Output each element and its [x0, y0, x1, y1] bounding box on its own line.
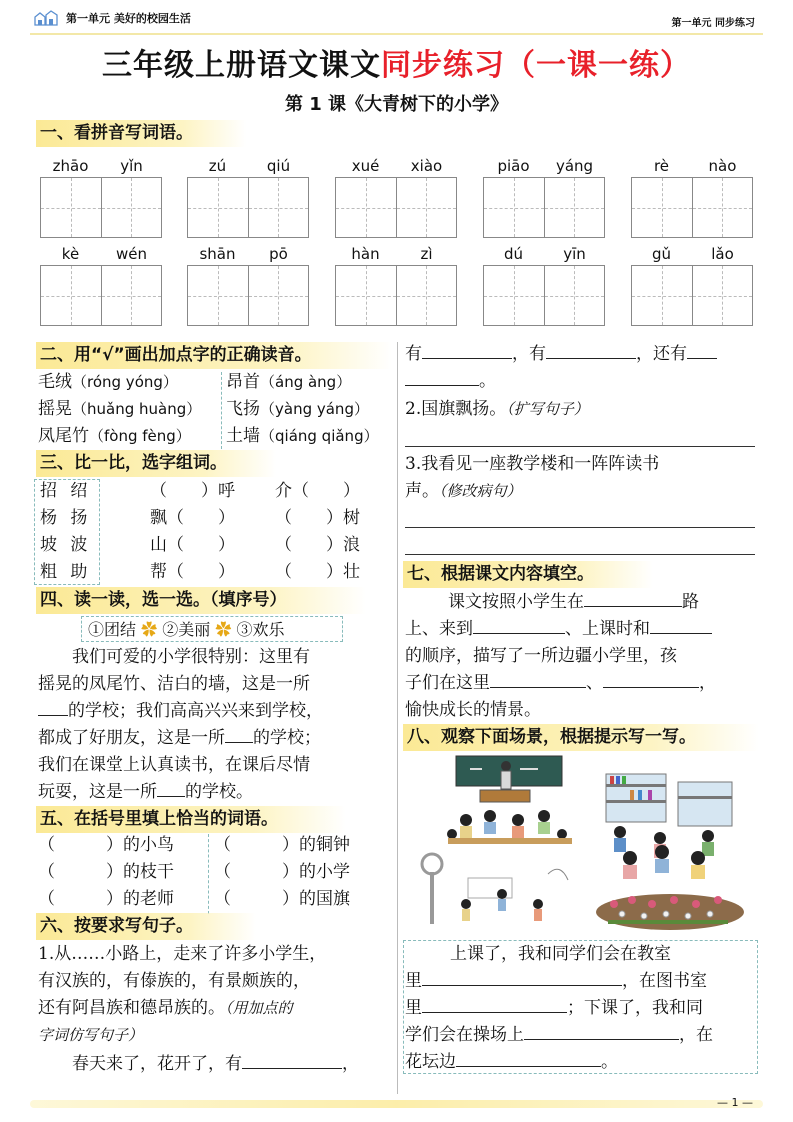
lesson-subtitle: 第 1 课《大青树下的小学》 [284, 94, 509, 115]
character-writing-box[interactable] [188, 266, 248, 325]
sec3-row4-a: 帮（ ） [150, 562, 235, 582]
pinyin-syllable: zú [208, 157, 227, 175]
school-logo-icon [34, 10, 58, 26]
blank[interactable] [422, 995, 567, 1013]
sec2-left-1: 毛绒（róng yóng） [38, 372, 178, 392]
character-writing-box[interactable] [41, 266, 101, 325]
sec4-line-5: 我们在课堂上认真读书，在课后尽情 [38, 755, 310, 775]
pinyin-syllable: zì [420, 245, 433, 263]
school-scenes-illustration [408, 754, 758, 936]
blank[interactable] [687, 341, 717, 359]
blank[interactable] [422, 341, 512, 359]
character-writing-box[interactable] [396, 178, 457, 237]
sec3-row3-a: 山（ ） [150, 535, 235, 555]
page-title [0, 40, 793, 84]
pinyin-syllable: rè [653, 157, 670, 175]
character-writing-box[interactable] [101, 266, 162, 325]
sec6-q1-answer: 春天来了，花开了，有 ， [72, 1051, 359, 1078]
character-writing-box[interactable] [484, 266, 544, 325]
sec3-row1-b: 介（ ） [275, 481, 360, 501]
column-divider [397, 342, 398, 1094]
flower-bed-scene-icon [596, 845, 744, 930]
sec3-pair-2: 杨 扬 [40, 508, 92, 528]
pinyin-word-box [40, 155, 162, 238]
sec3-row3-b: （ ）浪 [275, 535, 360, 555]
character-writing-box[interactable] [484, 178, 544, 237]
pinyin-syllable: zhāo [52, 157, 89, 175]
pinyin-syllable: yǐn [120, 157, 143, 175]
sec2-right-2: 飞扬（yàng yáng） [226, 399, 369, 419]
sec4-line-1: 我们可爱的小学很特别：这里有 [72, 647, 310, 667]
sec3-pair-1: 招 绍 [40, 481, 92, 501]
character-writing-box[interactable] [248, 178, 309, 237]
blank[interactable] [422, 968, 622, 986]
sec2-left-2: 摇晃（huǎng huàng） [38, 399, 202, 419]
blank[interactable] [225, 725, 253, 743]
pinyin-syllable: dú [503, 245, 524, 263]
header-left-text: 第一单元 美好的校园生活 [66, 12, 191, 25]
sec5-right-3: （ ）的国旗 [214, 889, 350, 909]
pinyin-syllable: piāo [497, 157, 530, 175]
pinyin-word-box [335, 155, 457, 238]
blank[interactable] [584, 589, 682, 607]
sec6-q1-line-1: 1.从……小路上，走来了许多小学生， [38, 944, 327, 964]
character-writing-box[interactable] [336, 178, 396, 237]
answer-line[interactable] [405, 527, 755, 528]
blank[interactable] [157, 779, 185, 797]
sec3-row4-b: （ ）壮 [275, 562, 360, 582]
character-writing-box[interactable] [692, 266, 753, 325]
sec4-heading: 四、读一读，选一选。（填序号） [36, 587, 366, 614]
pinyin-syllable: nào [708, 157, 737, 175]
sec7-line-2: 上、来到 、上课时和 [405, 616, 712, 643]
character-writing-box[interactable] [692, 178, 753, 237]
character-writing-box[interactable] [101, 178, 162, 237]
sec4-line-6: 玩耍，这是一所 的学校。 [38, 779, 253, 806]
sec6-q2: 2.国旗飘扬。（扩写句子） [405, 399, 589, 419]
sec2-heading: 二、用“√”画出加点字的正确读音。 [36, 342, 392, 369]
sec5-right-1: （ ）的铜钟 [214, 835, 350, 855]
sec7-line-5: 愉快成长的情景。 [405, 700, 541, 720]
sec2-left-3: 凤尾竹（fòng fèng） [38, 426, 191, 446]
blank[interactable] [405, 368, 479, 386]
sec6-q3-b: 声。（修改病句） [405, 481, 522, 501]
pinyin-syllable: pō [269, 245, 288, 263]
pinyin-word-box [631, 243, 753, 326]
sec3-row1-a: （ ）呼 [150, 481, 235, 501]
flower-icon: ✿ [215, 620, 232, 639]
sec5-left-3: （ ）的老师 [38, 889, 174, 909]
title-red: 同步练习（一课一练） [381, 48, 691, 83]
pinyin-word-box [40, 243, 162, 326]
sec4-line-2: 摇晃的凤尾竹、洁白的墙，这是一所 [38, 674, 310, 694]
pinyin-word-box [631, 155, 753, 238]
classroom-scene-icon [447, 756, 572, 844]
blank[interactable] [650, 616, 712, 634]
sec4-line-4: 都成了好朋友，这是一所 的学校； [38, 725, 321, 752]
title-main: 三年级上册语文课文 [102, 48, 381, 83]
sec8-line-3: 里 ；下课了，我和同 [405, 995, 703, 1022]
sec6-q1-continued-2: 。 [405, 368, 496, 395]
option-3: ③欢乐 [236, 620, 285, 639]
sec3-row2-b: （ ）树 [275, 508, 360, 528]
blank[interactable] [603, 670, 699, 688]
pinyin-syllable: gǔ [651, 245, 672, 263]
sec6-q1-line-2: 有汉族的，有傣族的，有景颇族的， [38, 971, 310, 991]
sec8-line-1: 上课了，我和同学们会在教室 [450, 944, 671, 964]
sec3-pair-4: 粗 助 [40, 562, 92, 582]
blank[interactable] [242, 1051, 342, 1069]
header-right-text: 第一单元 同步练习 [671, 18, 755, 29]
sec5-heading: 五、在括号里填上恰当的词语。 [36, 806, 346, 833]
character-writing-box[interactable] [188, 178, 248, 237]
blank[interactable] [456, 1049, 601, 1067]
sec6-heading: 六、按要求写句子。 [36, 913, 256, 940]
pinyin-syllable: qiú [266, 157, 291, 175]
sec7-line-4: 子们在这里 、 ， [405, 670, 716, 697]
sec5-right-2: （ ）的小学 [214, 862, 350, 882]
sec6-q3-a: 3.我看见一座教学楼和一阵阵读书 [405, 454, 660, 474]
pinyin-syllable: xué [351, 157, 380, 175]
blank[interactable] [524, 1022, 679, 1040]
pinyin-syllable: hàn [351, 245, 380, 263]
pinyin-syllable: wén [115, 245, 147, 263]
sec4-options [88, 616, 284, 643]
footer-divider [30, 1100, 763, 1108]
blank[interactable] [38, 698, 68, 716]
header-divider [30, 33, 763, 35]
sec7-line-1: 课文按照小学生在 路 [448, 589, 699, 616]
sec2-right-3: 土墙（qiáng qiǎng） [226, 426, 379, 446]
blank[interactable] [473, 616, 565, 634]
sec6-q1-note: 字词仿写句子） [38, 1026, 144, 1044]
pinyin-syllable: xiào [410, 157, 443, 175]
option-2: ②美丽 [162, 620, 211, 639]
answer-line[interactable] [405, 554, 755, 555]
pinyin-syllable: yīn [563, 245, 586, 263]
pinyin-syllable: kè [61, 245, 80, 263]
answer-line[interactable] [405, 446, 755, 447]
sec1-heading: 一、看拼音写词语。 [36, 120, 246, 147]
sec8-line-4: 学们会在操场上 ，在 [405, 1022, 713, 1049]
sec7-heading: 七、根据课文内容填空。 [403, 561, 653, 588]
sec5-left-1: （ ）的小鸟 [38, 835, 174, 855]
sec3-row2-a: 飘（ ） [150, 508, 235, 528]
character-writing-box[interactable] [544, 178, 605, 237]
pinyin-syllable: yáng [555, 157, 594, 175]
pinyin-word-box [187, 243, 309, 326]
pinyin-word-box [187, 155, 309, 238]
sec5-divider [208, 834, 209, 914]
header-left [34, 10, 191, 26]
option-1: ①团结 [88, 620, 137, 639]
pinyin-syllable: shān [199, 245, 236, 263]
sec8-heading: 八、观察下面场景，根据提示写一写。 [403, 724, 759, 751]
sec2-right-1: 昂首（áng àng） [226, 372, 352, 392]
sec4-line-3: 的学校；我们高高兴兴来到学校， [38, 698, 323, 725]
sec7-line-3: 的顺序，描写了一所边疆小学里，孩 [405, 646, 677, 666]
blank[interactable] [546, 341, 636, 359]
blank[interactable] [490, 670, 586, 688]
character-writing-box[interactable] [632, 266, 692, 325]
page-number: — 1 — [717, 1096, 753, 1109]
sec3-pair-3: 坡 波 [40, 535, 92, 555]
pinyin-word-box [335, 243, 457, 326]
pinyin-word-box [483, 243, 605, 326]
character-writing-box[interactable] [41, 178, 101, 237]
pinyin-syllable: lǎo [711, 245, 734, 263]
playground-scene-icon [422, 854, 568, 924]
character-writing-box[interactable] [632, 178, 692, 237]
character-writing-box[interactable] [336, 266, 396, 325]
sec3-heading: 三、比一比，选字组词。 [36, 450, 276, 477]
sec6-q1-line-3: 还有阿昌族和德昂族的。（用加点的 [38, 998, 293, 1018]
sec8-line-2: 里 ，在图书室 [405, 968, 707, 995]
sec6-q1-continued: 有 ，有 ，还有 [405, 341, 717, 368]
sec8-line-5: 花坛边 。 [405, 1049, 618, 1076]
library-scene-icon [606, 774, 732, 858]
sec2-divider [221, 372, 222, 449]
character-writing-box[interactable] [544, 266, 605, 325]
character-writing-box[interactable] [248, 266, 309, 325]
sec5-left-2: （ ）的枝干 [38, 862, 174, 882]
flower-icon: ✿ [141, 620, 158, 639]
character-writing-box[interactable] [396, 266, 457, 325]
pinyin-word-box [483, 155, 605, 238]
